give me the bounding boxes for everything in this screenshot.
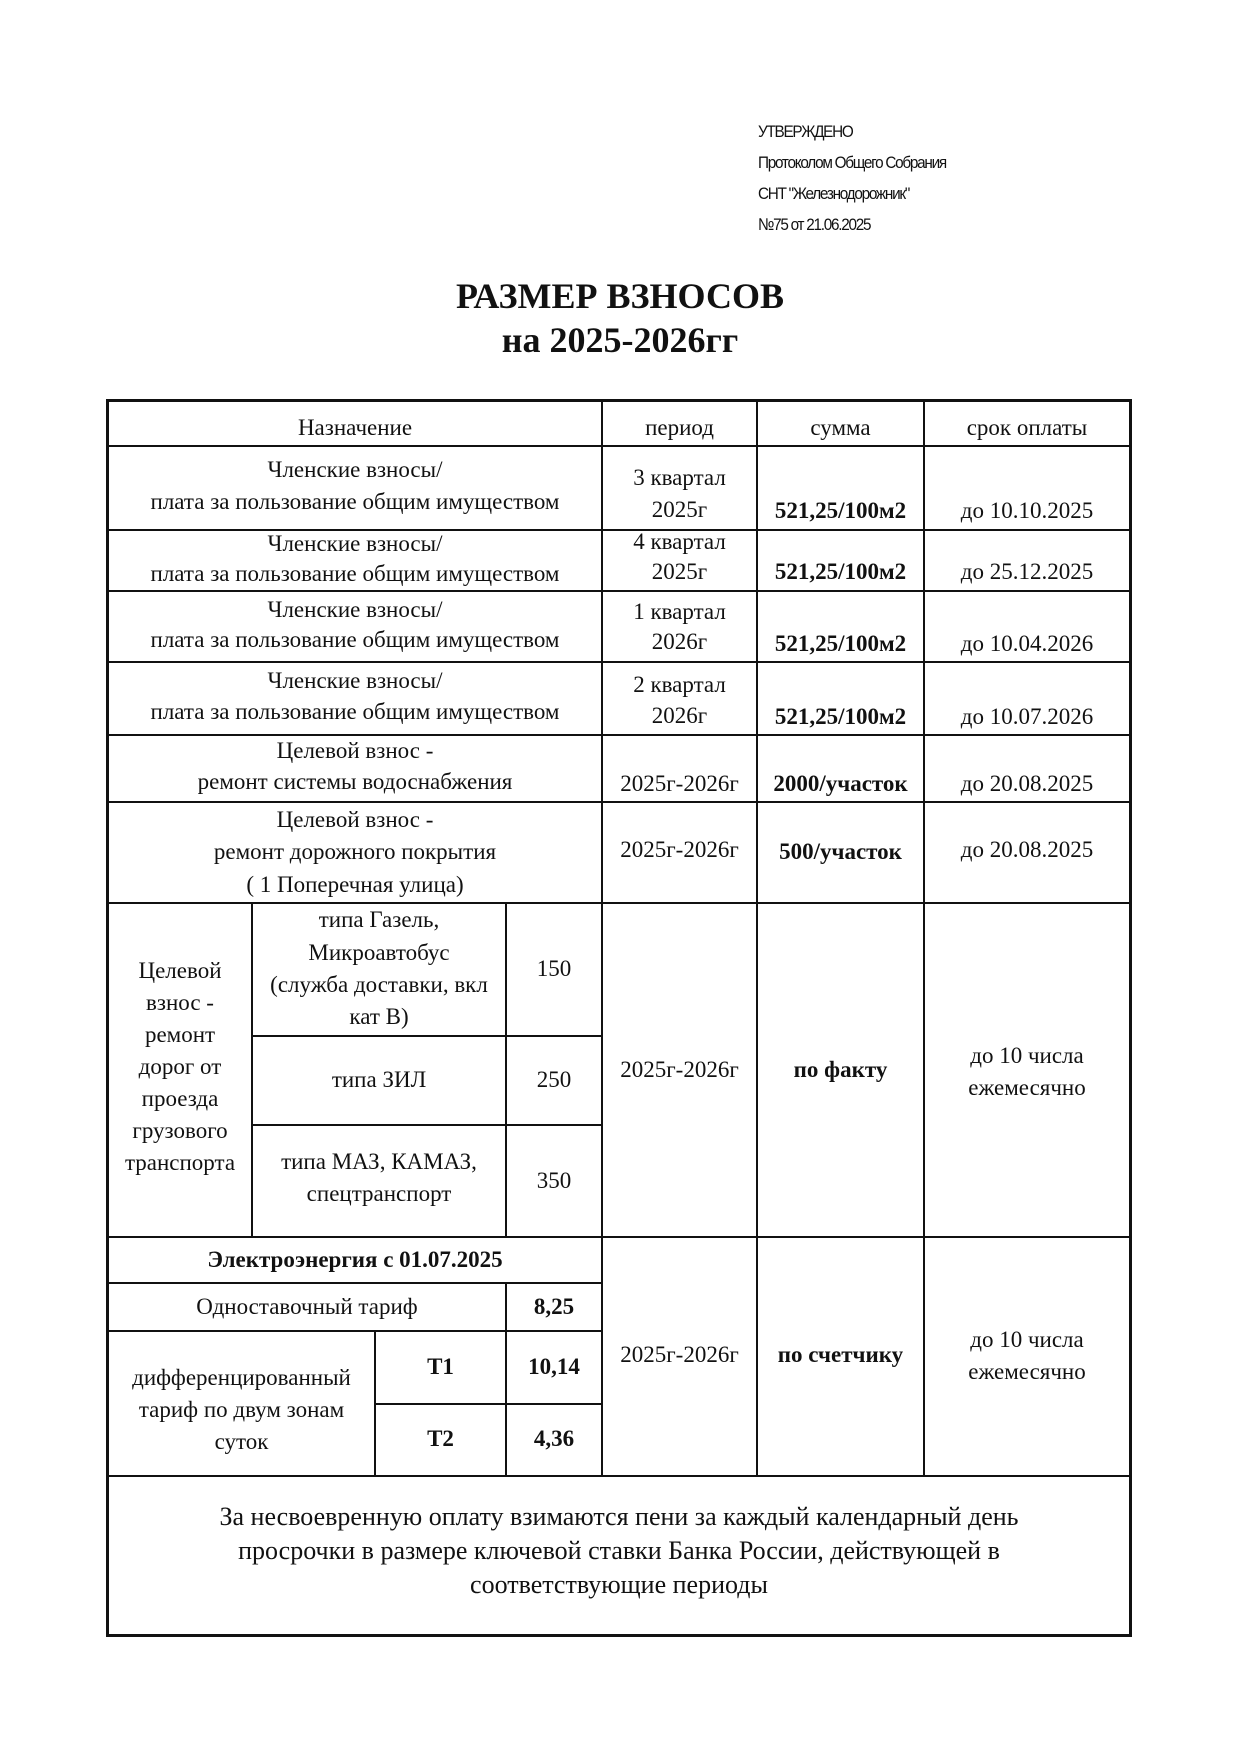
- membership-period-line-2: 2025г: [651, 497, 708, 522]
- row-divider: [251, 1035, 601, 1037]
- truck-label-line: ремонт: [144, 1022, 216, 1047]
- truck-type-zil: типа ЗИЛ: [331, 1067, 427, 1092]
- water-purpose-line-1: Целевой взнос -: [276, 738, 434, 763]
- header-period: период: [645, 415, 714, 440]
- membership-period-line-2: 2025г: [651, 559, 708, 584]
- road-amount: 500/участок: [779, 839, 902, 864]
- electric-deadline-line-1: до 10 числа: [970, 1327, 1084, 1352]
- header-deadline: срок оплаты: [966, 415, 1088, 440]
- penalty-line-2: просрочки в размере ключевой ставки Банка России, действующей в: [238, 1536, 1000, 1565]
- membership-period-line-1: 1 квартал: [633, 599, 726, 624]
- approval-line-1: УТВЕРЖДЕНО: [758, 122, 853, 141]
- row-divider: [109, 801, 1129, 803]
- truck-label-line: грузового: [132, 1118, 228, 1143]
- membership-amount: 521,25/100м2: [774, 704, 907, 729]
- electric-period: 2025г-2026г: [620, 1342, 739, 1367]
- electric-amount: по счетчику: [777, 1342, 904, 1367]
- truck-type-gazel-line: кат В): [349, 1004, 409, 1029]
- truck-label-line: Целевой: [138, 958, 222, 983]
- membership-purpose-line-1: Членские взносы/: [267, 531, 443, 556]
- membership-period-line-2: 2026г: [651, 703, 708, 728]
- row-divider: [109, 661, 1129, 663]
- membership-amount: 521,25/100м2: [774, 559, 907, 584]
- truck-label-line: транспорта: [124, 1150, 236, 1175]
- membership-purpose-line-2: плата за пользование общим имуществом: [150, 489, 560, 514]
- electric-t1-value: 10,14: [528, 1354, 580, 1379]
- document-title: [0, 274, 1240, 362]
- approval-stamp: [758, 116, 946, 240]
- approval-line-4: №75 от 21.06.2025: [758, 215, 871, 234]
- row-divider: [109, 445, 1129, 447]
- approval-line-3: СНТ "Железнодорожник": [758, 184, 909, 203]
- membership-purpose-line-2: плата за пользование общим имуществом: [150, 699, 560, 724]
- truck-type-gazel-line: Микроавтобус: [308, 940, 450, 965]
- membership-deadline: до 25.12.2025: [960, 559, 1094, 584]
- truck-type-gazel-line: типа Газель,: [318, 907, 440, 932]
- approval-line-2: Протоколом Общего Собрания: [758, 153, 946, 172]
- road-purpose-line-1: Целевой взнос -: [276, 807, 434, 832]
- membership-period-line-1: 3 квартал: [633, 465, 726, 490]
- electric-single-label: Одноставочный тариф: [196, 1294, 418, 1319]
- truck-type-gazel-line: (служба доставки, вкл: [270, 972, 488, 997]
- header-amount: сумма: [810, 415, 871, 440]
- membership-purpose-line-2: плата за пользование общим имуществом: [150, 561, 560, 586]
- truck-label-line: проезда: [141, 1086, 219, 1111]
- water-period: 2025г-2026г: [620, 771, 739, 796]
- membership-period-line-1: 2 квартал: [633, 672, 726, 697]
- truck-value-zil: 250: [536, 1067, 572, 1092]
- membership-period-line-2: 2026г: [651, 629, 708, 654]
- title-line-1: РАЗМЕР ВЗНОСОВ: [456, 276, 784, 316]
- electric-diff-label-line: суток: [214, 1429, 269, 1454]
- membership-amount: 521,25/100м2: [774, 498, 907, 523]
- water-deadline: до 20.08.2025: [960, 771, 1094, 796]
- road-period: 2025г-2026г: [620, 837, 739, 862]
- electric-t2-value: 4,36: [533, 1426, 575, 1451]
- row-divider: [109, 1282, 601, 1284]
- truck-label-line: взнос -: [146, 990, 214, 1015]
- membership-deadline: до 10.04.2026: [960, 631, 1094, 656]
- electric-deadline-line-2: ежемесячно: [968, 1359, 1086, 1384]
- truck-value-maz: 350: [536, 1168, 572, 1193]
- row-divider: [109, 1236, 1129, 1238]
- truck-deadline-line-1: до 10 числа: [970, 1043, 1084, 1068]
- truck-amount: по факту: [793, 1057, 888, 1082]
- membership-deadline: до 10.07.2026: [960, 704, 1094, 729]
- membership-amount: 521,25/100м2: [774, 631, 907, 656]
- electric-t1-label: Т1: [427, 1354, 454, 1379]
- penalty-note: [110, 1500, 1128, 1602]
- truck-deadline-line-2: ежемесячно: [968, 1075, 1086, 1100]
- penalty-line-1: За несвоевренную оплату взимаются пени за каждый календарный день: [219, 1502, 1019, 1531]
- electric-diff-label-line: дифференцированный: [132, 1365, 351, 1390]
- truck-value-gazel: 150: [536, 956, 572, 981]
- water-amount: 2000/участок: [773, 771, 908, 796]
- fees-table: [106, 399, 1132, 1637]
- electric-single-value: 8,25: [533, 1294, 575, 1319]
- membership-purpose-line-2: плата за пользование общим имуществом: [150, 627, 560, 652]
- road-purpose-line-3: ( 1 Поперечная улица): [246, 872, 464, 897]
- membership-purpose-line-1: Членские взносы/: [267, 457, 443, 482]
- membership-purpose-line-1: Членские взносы/: [267, 597, 443, 622]
- penalty-line-3: соответствующие периоды: [470, 1570, 768, 1599]
- truck-type-maz-line: типа МАЗ, КАМАЗ,: [281, 1149, 477, 1174]
- row-divider: [109, 590, 1129, 592]
- header-purpose: Назначение: [297, 415, 413, 440]
- membership-period-line-1: 4 квартал: [633, 529, 726, 554]
- truck-period: 2025г-2026г: [620, 1057, 739, 1082]
- electric-diff-label-line: тариф по двум зонам: [138, 1397, 345, 1422]
- membership-deadline: до 10.10.2025: [960, 498, 1094, 523]
- electric-t2-label: Т2: [427, 1426, 454, 1451]
- truck-type-maz-line: спецтранспорт: [306, 1181, 452, 1206]
- truck-label-line: дорог от: [138, 1054, 222, 1079]
- road-deadline: до 20.08.2025: [960, 837, 1094, 862]
- row-divider: [251, 1124, 601, 1126]
- row-divider: [374, 1403, 601, 1405]
- electric-heading: Электроэнергия с 01.07.2025: [207, 1247, 503, 1272]
- road-purpose-line-2: ремонт дорожного покрытия: [213, 839, 497, 864]
- membership-purpose-line-1: Членские взносы/: [267, 668, 443, 693]
- title-line-2: на 2025-2026гг: [501, 320, 739, 360]
- row-divider: [109, 1330, 601, 1332]
- row-divider: [109, 1475, 1129, 1477]
- water-purpose-line-2: ремонт системы водоснабжения: [197, 769, 513, 794]
